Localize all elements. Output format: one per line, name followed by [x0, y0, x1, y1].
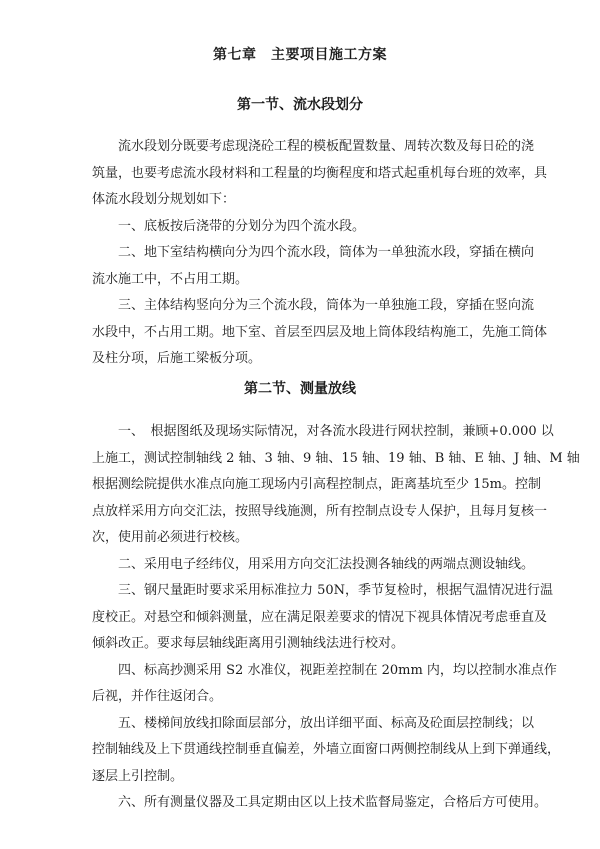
paragraph	[92, 240, 535, 293]
paragraph-line: 三、主体结构竖向分为三个流水段，筒体为一单独施工段，穿插在竖向流	[118, 298, 535, 313]
paragraph-line: 二、采用电子经纬仪，用采用方向交汇法投测各轴线的两端点测设轴线。	[118, 556, 535, 572]
paragraph-line: 三、钢尺量距时要求采用标准拉力 50N，季节复检时，根据气温情况进行温	[118, 583, 554, 598]
paragraph-line: 倾斜改正。要求每层轴线距离用引测轴线法进行校对。	[92, 636, 405, 651]
paragraph-line: 二、地下室结构横向分为四个流水段，筒体为一单独流水段，穿插在横向	[118, 245, 535, 260]
paragraph-line: 控制轴线及上下贯通线控制垂直偏差，外墙立面窗口两侧控制线从上到下弹通线，	[92, 742, 561, 757]
paragraph-line: 上施工，测试控制轴线 2 轴、3 轴、9 轴、15 轴、19 轴、B 轴、E 轴、J 轴、M 轴	[92, 450, 580, 466]
section-title-flow-segments: 第一节、流水段划分	[237, 97, 363, 113]
paragraph	[92, 214, 518, 241]
paragraph-line: 次，使用前必须进行校核。	[92, 530, 249, 545]
paragraph-line: 后视，并作往返闭合。	[92, 689, 223, 704]
paragraph	[92, 658, 557, 711]
paragraph-line: 流水施工中，不占用工期。	[92, 271, 249, 287]
paragraph-line: 水段中，不占用工期。地下室、首层至四层及地上筒体段结构施工，先施工筒体	[92, 324, 548, 340]
paragraph	[92, 552, 535, 579]
section-title-survey-layout: 第二节、测量放线	[244, 381, 356, 397]
paragraph	[92, 790, 548, 817]
paragraph	[92, 711, 561, 791]
paragraph-line: 及柱分项，后施工梁板分项。	[92, 351, 262, 366]
paragraph-line: 根据测绘院提供水准点向施工现场内引高程控制点，距离基坑至少 15m。控制	[92, 477, 542, 492]
paragraph-line: 度校正。对悬空和倾斜测量，应在满足限差要求的情况下视具体情况考虑垂直及	[92, 609, 548, 625]
paragraph-line: 体流水段划分规划如下：	[92, 192, 236, 207]
paragraph-line: 筑量，也要考虑流水段材料和工程量的均衡程度和塔式起重机每台班的效率，具	[92, 165, 548, 181]
paragraph-line: 五、楼梯间放线扣除面层部分，放出详细平面、标高及砼面层控制线；以	[118, 715, 535, 731]
paragraph-line: 点放样采用方向交汇法，按照导线施测，所有控制点设专人保护，且每月复核一	[92, 503, 548, 519]
paragraph-line: 流水段划分既要考虑现浇砼工程的模板配置数量、周转次数及每日砼的浇	[118, 139, 535, 154]
paragraph	[92, 419, 580, 552]
chapter-title: 第七章 主要项目施工方案	[213, 47, 387, 63]
paragraph-line: 逐层上引控制。	[92, 768, 184, 784]
paragraph	[92, 578, 554, 658]
paragraph-line: 四、标高抄测采用 S2 水准仪，视距差控制在 20mm 内，均以控制水准点作	[118, 662, 557, 678]
paragraph-line: 一、 根据图纸及现场实际情况，对各流水段进行网状控制，兼顾+0.000 以	[118, 424, 554, 439]
paragraph-line: 六、所有测量仪器及工具定期由区以上技术监督局鉴定，合格后方可使用。	[118, 795, 548, 810]
paragraph-line: 一、底板按后浇带的分划分为四个流水段。	[118, 218, 366, 234]
paragraph	[92, 134, 548, 214]
paragraph	[92, 293, 548, 373]
